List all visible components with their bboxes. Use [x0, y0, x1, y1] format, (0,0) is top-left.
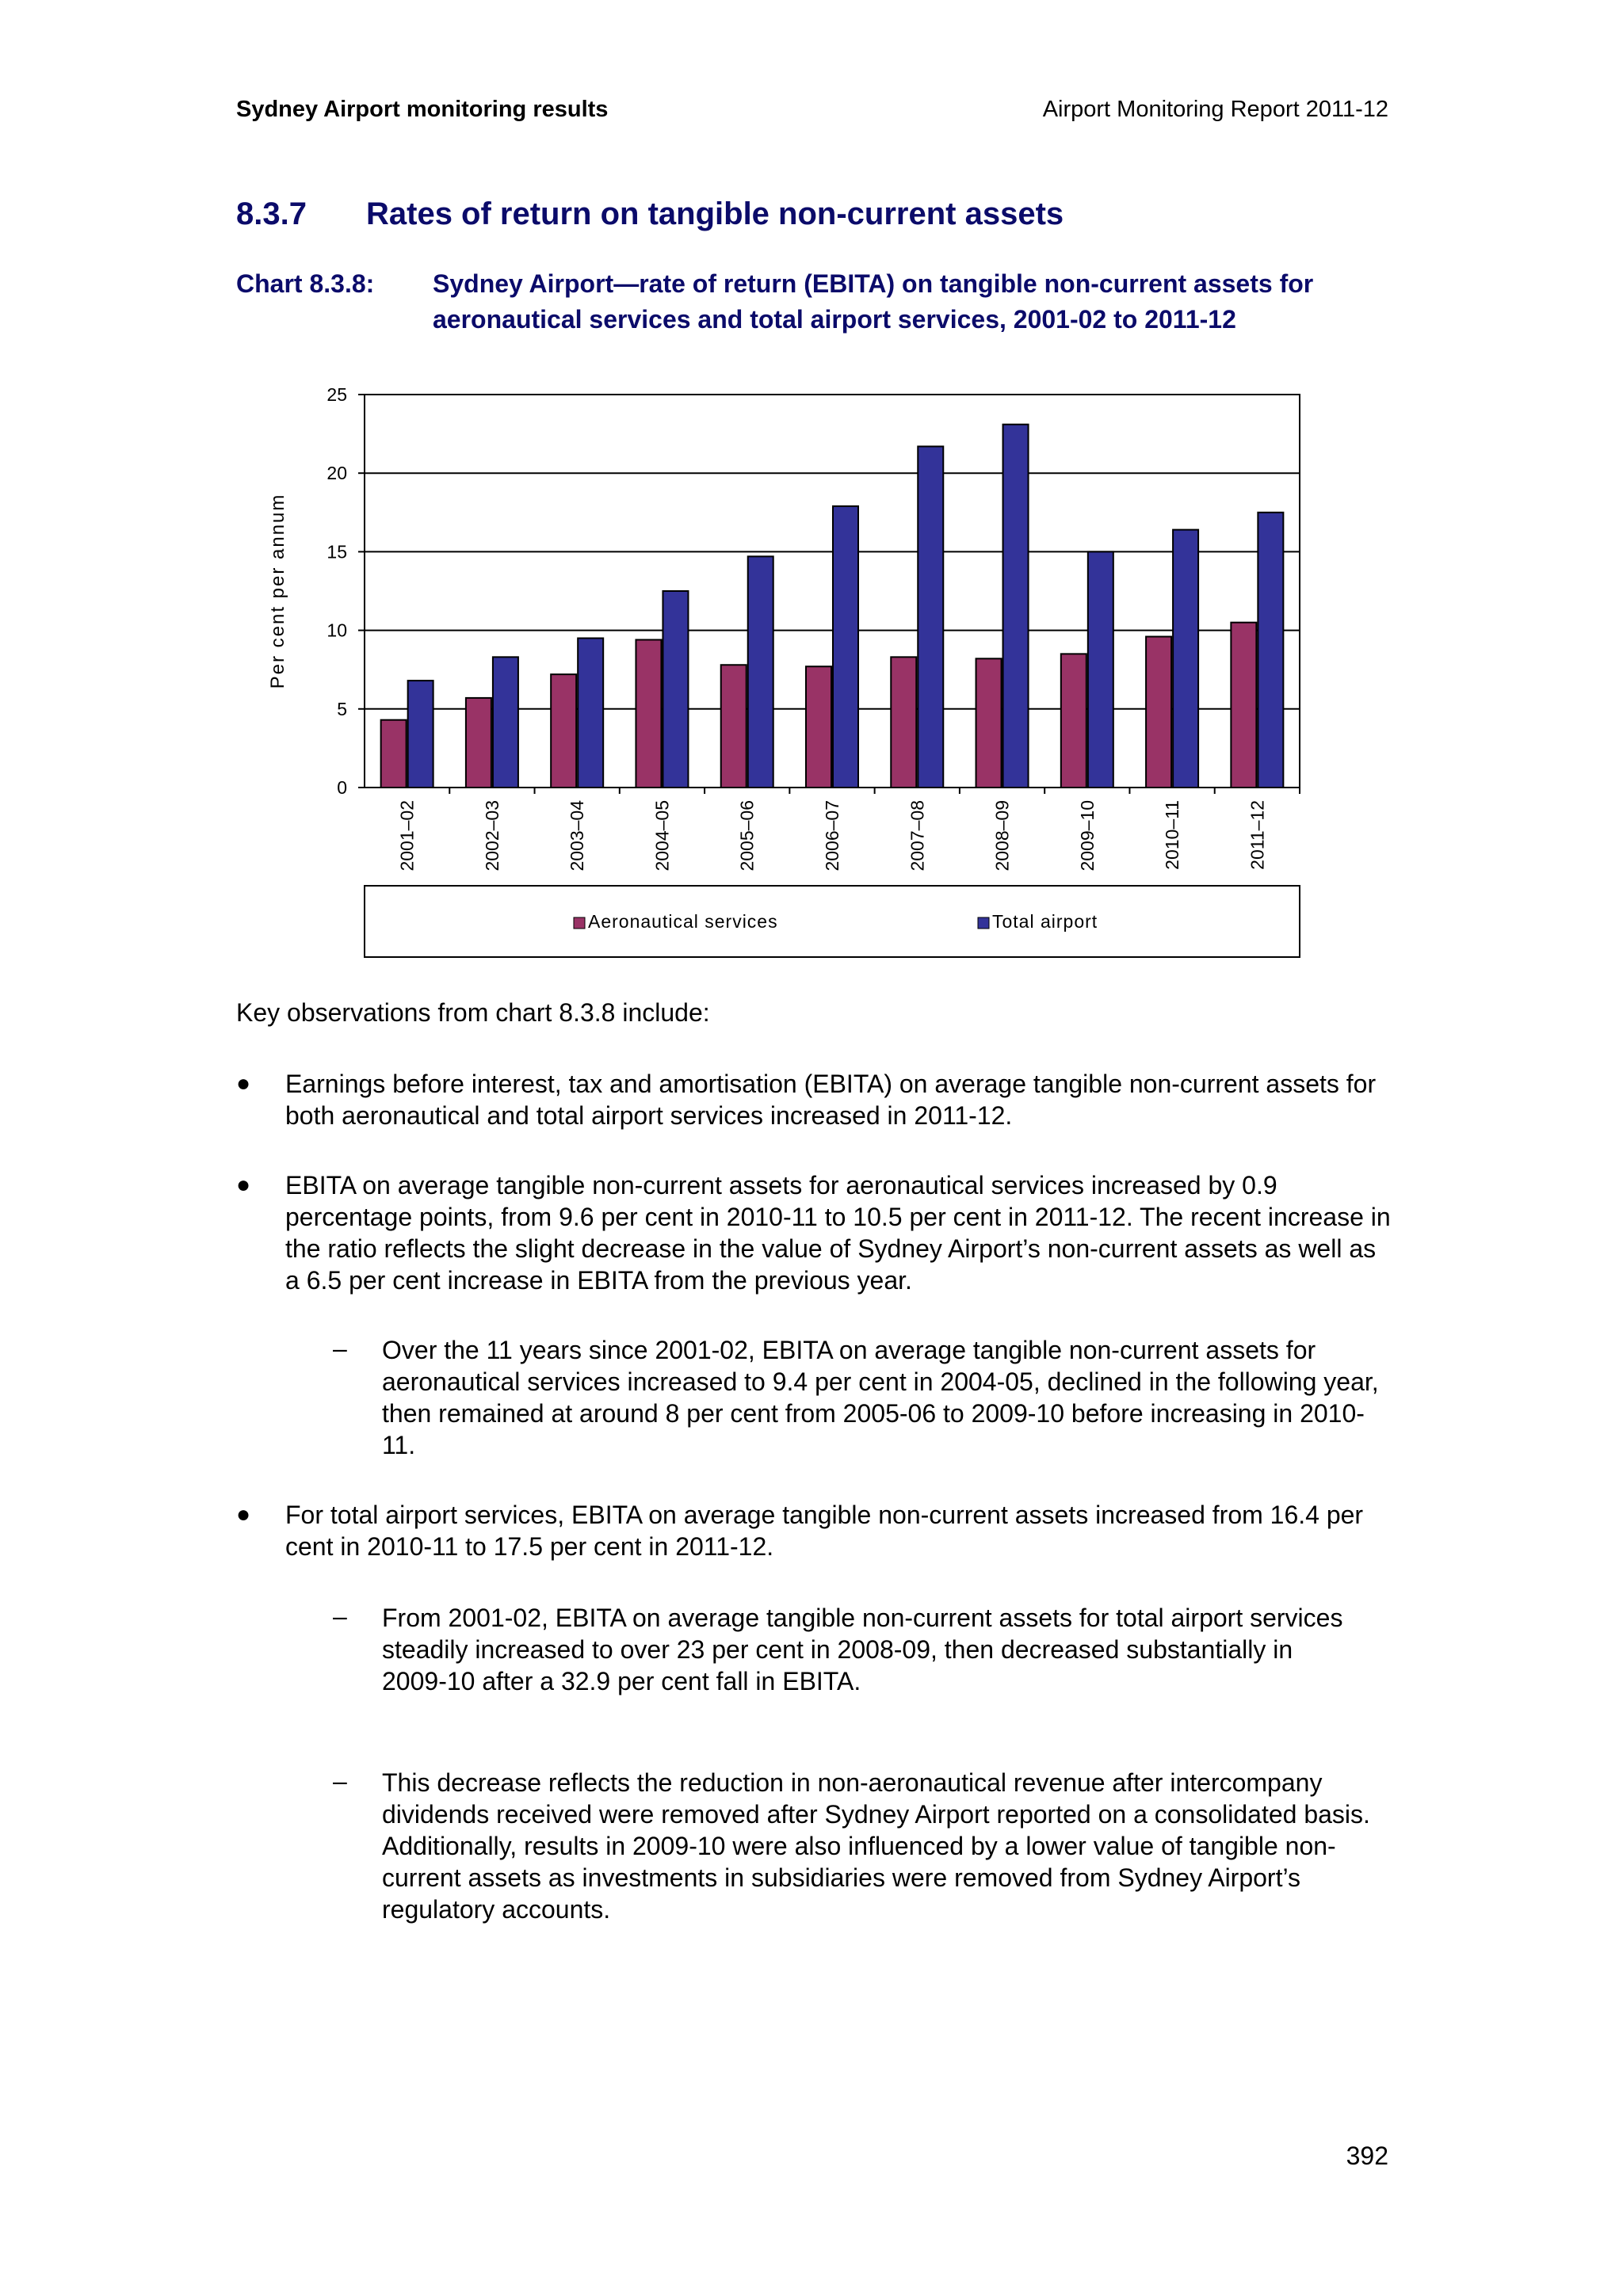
bar-aeronautical [636, 640, 661, 788]
x-tick-label: 2006–07 [822, 800, 842, 871]
sub-bullet-text: This decrease reflects the reduction in non-aeronautical revenue after intercompany dividends received were removed after Sydney Airport reported on a consolidated basis. Additionally, results in 2009-10 were also influenced by a lower value of tangible non-current assets as investments in subsidiaries were removed from Sydney Airport’s regulatory accounts. [382, 1768, 1370, 1924]
running-header-left: Sydney Airport monitoring results [236, 97, 609, 122]
sub-bullet-text [382, 1602, 1393, 1697]
bar-total-airport [748, 556, 773, 788]
bullet-text: For total airport services, EBITA on average tangible non-current assets increased from 16.4 per cent in 2010-11 to 17.5 per cent in 2011-12. [285, 1501, 1364, 1561]
bar-total-airport [493, 657, 518, 788]
bar-aeronautical [1231, 623, 1256, 788]
x-tick-label: 2005–06 [736, 800, 758, 871]
x-tick-label: 2001–02 [396, 800, 418, 871]
legend-label-total-airport: Total airport [992, 911, 1098, 932]
sub-bullet-text-line: From 2001-02, EBITA on average tangible non-current assets for total airport services steadily increased to over 23 per cent in 2008-09, then decreased substantially in [382, 1604, 1343, 1664]
legend-label-aeronautical: Aeronautical services [588, 911, 778, 932]
sub-bullet-text-line: 2009-10 after a 32.9 per cent fall in EBITA. [382, 1667, 861, 1695]
running-header-right: Airport Monitoring Report 2011-12 [1042, 97, 1388, 122]
x-tick-label: 2002–03 [481, 800, 502, 871]
section-number: 8.3.7 [236, 196, 307, 231]
legend-swatch-aeronautical [574, 917, 585, 929]
x-tick-label: 2008–09 [991, 800, 1013, 871]
bar-total-airport [578, 639, 603, 788]
x-tick-label: 2007–08 [907, 800, 928, 871]
x-tick-label: 2003–04 [567, 800, 588, 871]
chart-caption-number: Chart 8.3.8: [236, 269, 375, 298]
bullet-text: Earnings before interest, tax and amortisation (EBITA) on average tangible non-current assets for both aeronautical and total airport services increased in 2011-12. [285, 1070, 1377, 1130]
bar-total-airport [663, 591, 688, 788]
bar-aeronautical [466, 698, 491, 788]
sub-bullet-text: Over the 11 years since 2001-02, EBITA on average tangible non-current assets for aeronautical services increased to 9.4 per cent in 2004-05, declined in the following year, then remained at around 8 per cent from 2005-06 to 2009-10 before increasing in 2010-11. [382, 1336, 1379, 1459]
bar-total-airport [918, 446, 943, 788]
chart-caption-title: Sydney Airport—rate of return (EBITA) on tangible non-current assets for aeronautical services and total airport services, 2001-02 to 2011-12 [433, 269, 1314, 334]
bar-aeronautical [1061, 654, 1086, 788]
bar-total-airport [1088, 551, 1113, 788]
bar-aeronautical [976, 658, 1002, 788]
x-tick-label: 2009–10 [1076, 800, 1098, 871]
dash-marker: – [333, 1602, 347, 1630]
x-tick-label: 2011–12 [1247, 800, 1268, 870]
bar-aeronautical [1146, 637, 1171, 788]
y-tick-label: 15 [327, 541, 347, 563]
x-tick-label: 2010–11 [1162, 800, 1183, 870]
x-axis-ticks [397, 788, 1300, 871]
section-title: Rates of return on tangible non-current assets [366, 196, 1064, 231]
bar-total-airport [833, 506, 858, 788]
chart-bars [381, 425, 1284, 788]
y-tick-label: 20 [327, 463, 347, 484]
bar-total-airport [1258, 513, 1283, 788]
section-heading [236, 196, 1393, 232]
bar-aeronautical [891, 657, 916, 788]
y-axis-ticks [327, 384, 365, 798]
y-tick-label: 5 [337, 698, 347, 719]
bar-total-airport [1173, 530, 1198, 788]
bar-aeronautical [721, 665, 747, 788]
bar-chart [254, 372, 1316, 974]
x-tick-label: 2004–05 [651, 800, 673, 871]
legend-swatch-total-airport [978, 917, 989, 929]
bar-aeronautical [381, 720, 407, 788]
bullet-marker: ● [236, 1070, 251, 1097]
page-number: 392 [1346, 2142, 1388, 2170]
y-tick-label: 10 [327, 620, 347, 641]
dash-marker: – [333, 1334, 347, 1363]
bullet-marker: ● [236, 1501, 251, 1527]
y-axis-label: Per cent per annum [267, 493, 288, 689]
bullet-marker: ● [236, 1172, 251, 1198]
bar-total-airport [408, 681, 433, 788]
bar-aeronautical [551, 674, 576, 788]
bar-total-airport [1003, 425, 1029, 788]
bar-aeronautical [806, 666, 831, 788]
bullet-text: EBITA on average tangible non-current assets for aeronautical services increased by 0.9 percentage points, from 9.6 per cent in 2010-11 to 10.5 per cent in 2011-12. The recent increase in the ratio reflects the slight decrease in the value of Sydney Airport’s non-current assets as well as a 6.5 per cent increase in EBITA from the previous year. [285, 1171, 1391, 1295]
y-tick-label: 0 [337, 777, 347, 798]
observations-intro: Key observations from chart 8.3.8 include: [236, 998, 710, 1027]
y-tick-label: 25 [327, 384, 347, 405]
legend-box [365, 886, 1300, 957]
dash-marker: – [333, 1767, 347, 1795]
